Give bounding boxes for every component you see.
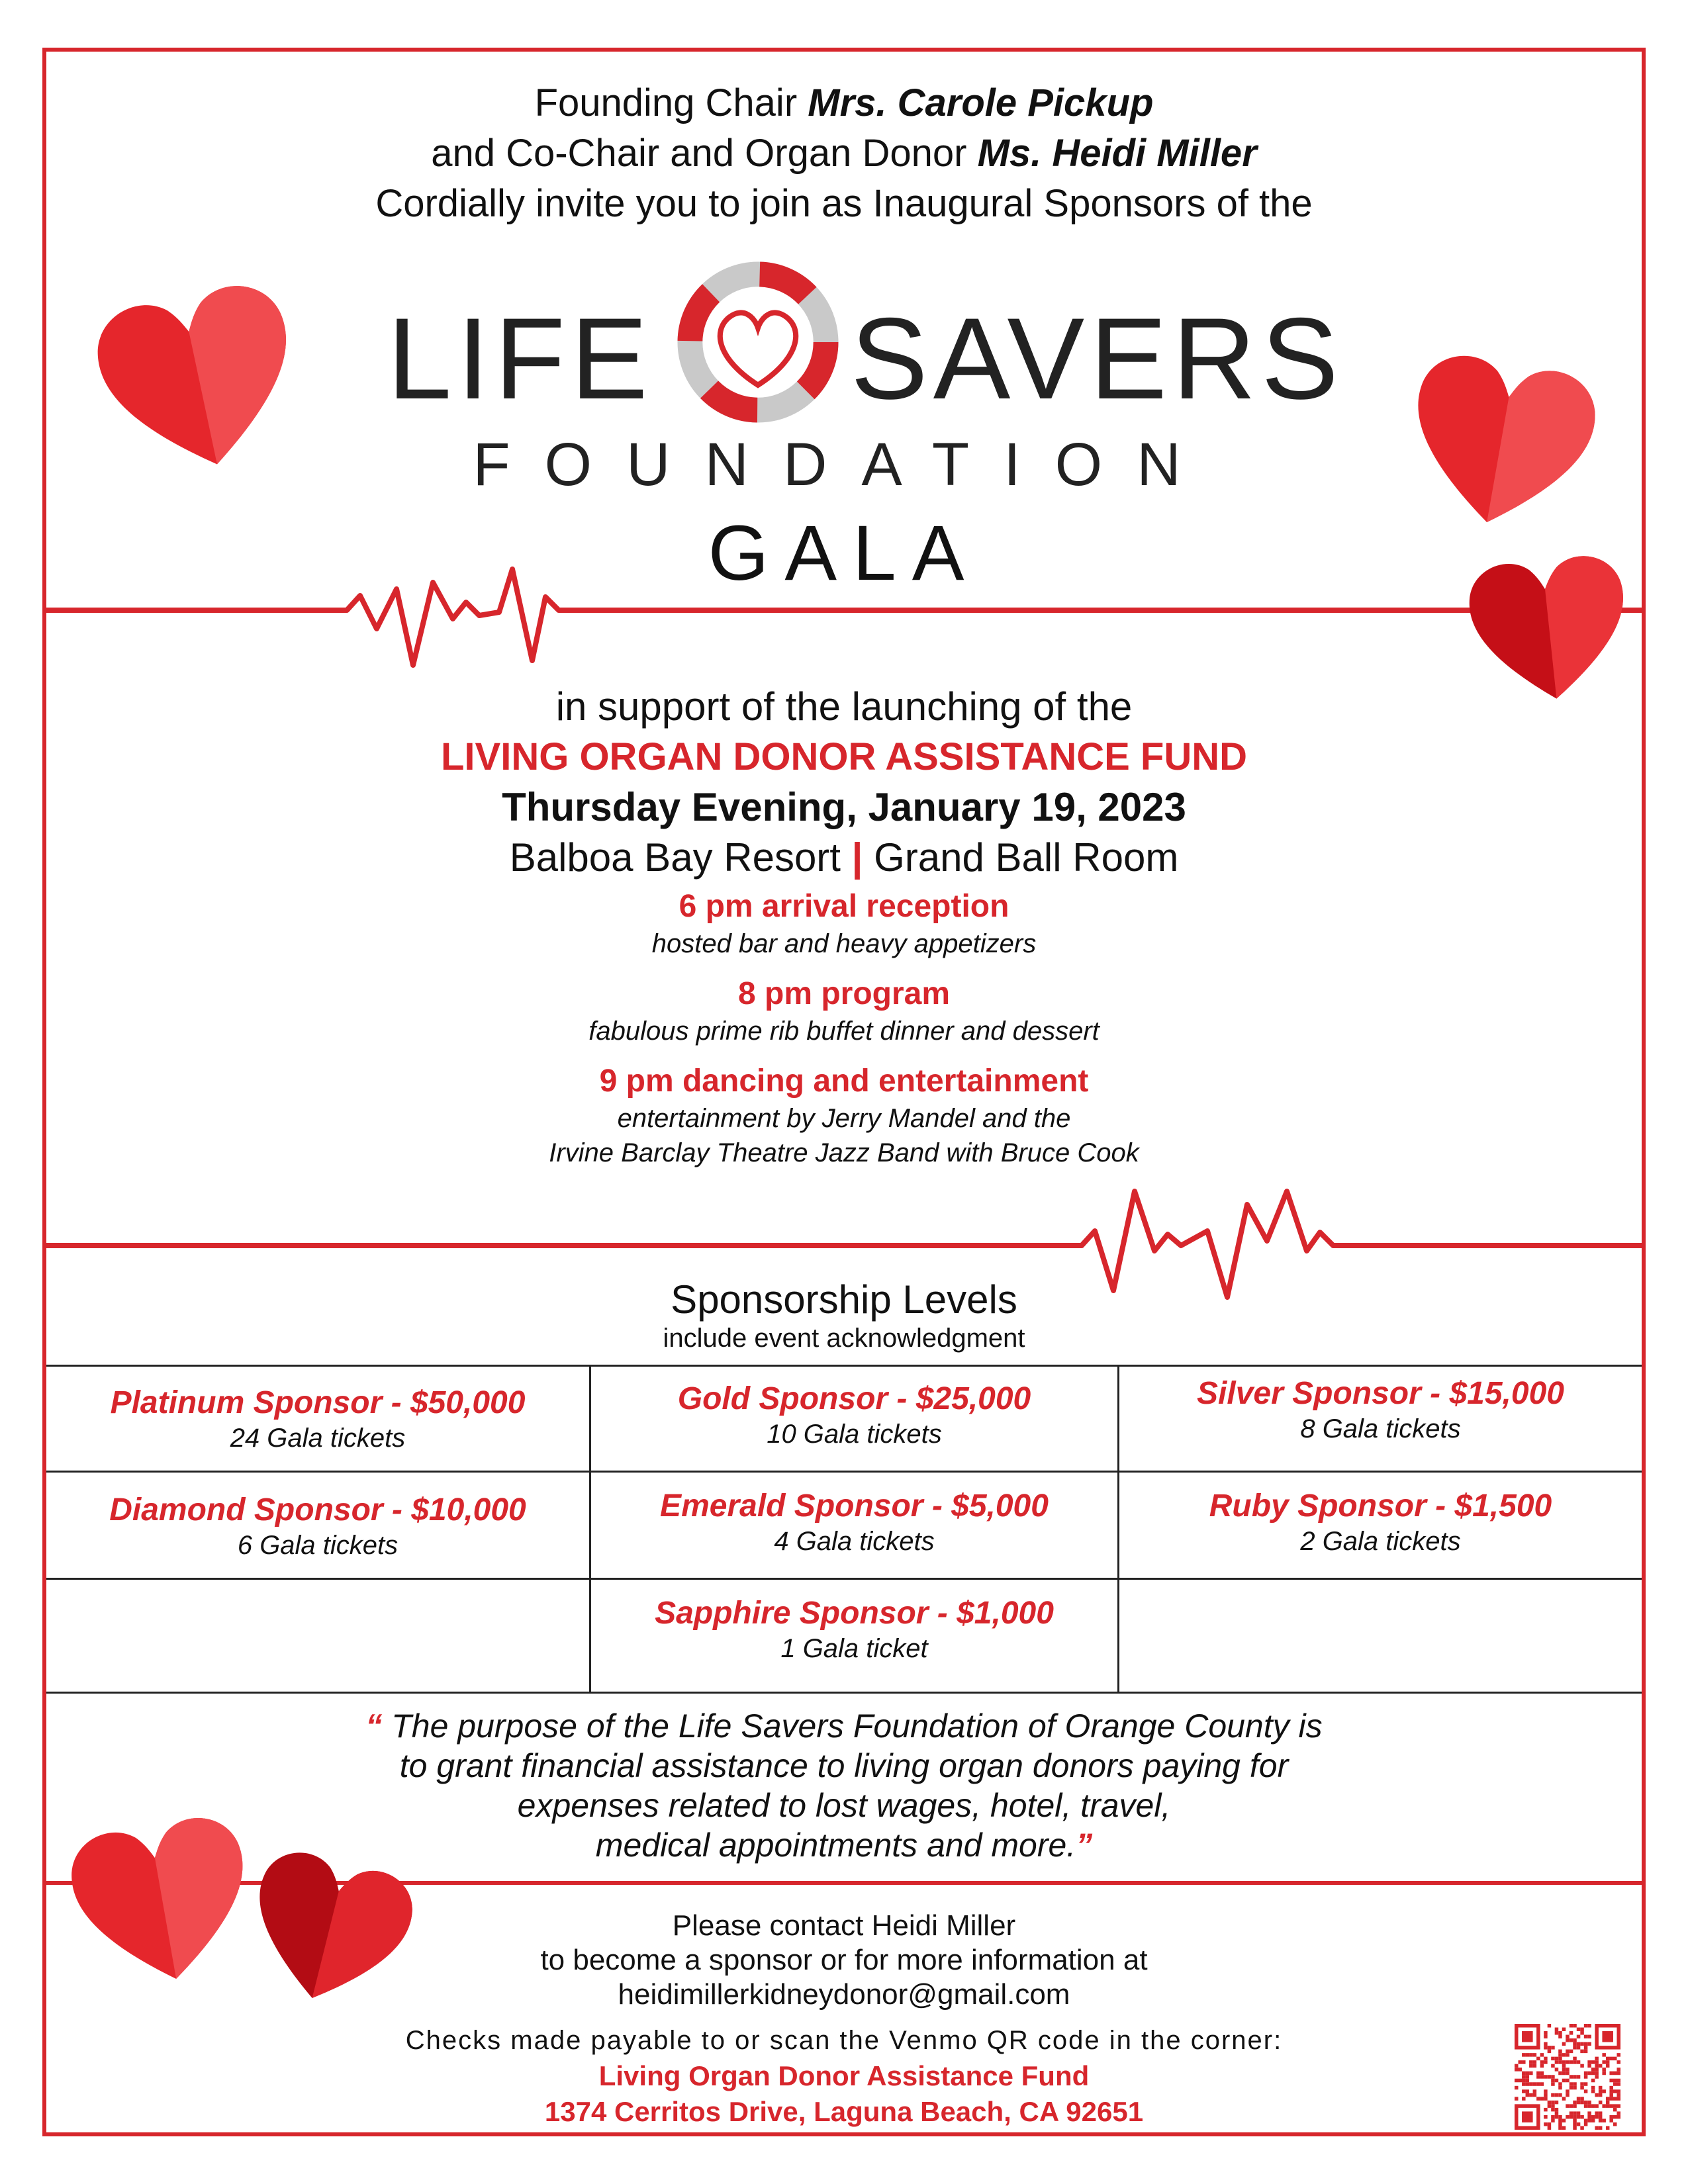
heart-icon — [1455, 535, 1644, 718]
schedule-item: 9 pm dancing and entertainment entertainment by Jerry Mandel and the Irvine Barclay Theatre Jazz Band with Bruce Cook — [549, 1064, 1139, 1167]
sponsor-level-sapphire: Sapphire Sponsor - $1,000 1 Gala ticket — [655, 1596, 1054, 1663]
sponsor-level-platinum: Platinum Sponsor - $50,000 24 Gala tickets — [110, 1385, 526, 1453]
logo-word-foundation: FOUNDATION — [473, 431, 1215, 498]
contact-block: Please contact Heidi Miller to become a sponsor or for more information at heidimillerkidneydonor@gmail.com — [42, 1909, 1646, 2012]
intro-line-1: Founding Chair Mrs. Carole Pickup — [534, 81, 1154, 124]
intro-line-3: Cordially invite you to join as Inaugural Sponsors of the — [375, 182, 1313, 225]
founding-chair-name: Mrs. Carole Pickup — [808, 81, 1154, 124]
table-rule — [46, 1692, 1642, 1694]
payee-name: Living Organ Donor Assistance Fund — [598, 2060, 1090, 2091]
sponsor-level-gold: Gold Sponsor - $25,000 10 Gala tickets — [677, 1381, 1031, 1449]
logo-word-savers: SAVERS — [851, 295, 1344, 424]
logo-word-gala: GALA — [708, 510, 980, 597]
sponsor-level-diamond: Diamond Sponsor - $10,000 6 Gala tickets — [109, 1492, 526, 1560]
contact-email[interactable]: heidimillerkidneydonor@gmail.com — [618, 1978, 1070, 2011]
table-rule — [46, 1471, 1642, 1473]
intro-line-2: and Co-Chair and Organ Donor Ms. Heidi Miller — [431, 132, 1257, 175]
schedule-item: 8 pm program fabulous prime rib buffet dinner and dessert — [588, 976, 1100, 1046]
support-line: in support of the launching of the — [555, 684, 1133, 729]
sponsorship-title: Sponsorship Levels — [671, 1277, 1017, 1322]
heart-icon — [1387, 328, 1616, 552]
schedule-item: 6 pm arrival reception hosted bar and heavy appetizers — [651, 889, 1037, 958]
logo-word-life: LIFE — [387, 295, 653, 424]
sponsor-level-silver: Silver Sponsor - $15,000 8 Gala tickets — [1197, 1376, 1564, 1443]
sponsorship-subtitle: include event acknowledgment — [663, 1324, 1025, 1353]
sponsor-level-ruby: Ruby Sponsor - $1,500 2 Gala tickets — [1209, 1488, 1552, 1556]
co-chair-name: Ms. Heidi Miller — [977, 132, 1257, 175]
venmo-qr-code-icon[interactable] — [1515, 2024, 1620, 2130]
table-rule — [46, 1578, 1642, 1580]
life-buoy-heart-icon — [669, 253, 847, 432]
mission-quote: “ The purpose of the Life Savers Foundation of Orange County is to grant financial assistance to living organ donors paying for expenses related to lost wages, hotel, travel, medical appointments and more.” — [365, 1707, 1323, 1864]
fund-name: LIVING ORGAN DONOR ASSISTANCE FUND — [440, 735, 1248, 778]
invitation-intro — [42, 78, 1646, 229]
heartbeat-line-icon — [42, 543, 1646, 675]
payee-address: 1374 Cerritos Drive, Laguna Beach, CA 92651 — [544, 2096, 1144, 2127]
event-date: Thursday Evening, January 19, 2023 — [502, 785, 1186, 829]
checks-instructions: Checks made payable to or scan the Venmo QR code in the corner: — [405, 2026, 1283, 2055]
sponsor-level-emerald: Emerald Sponsor - $5,000 4 Gala tickets — [660, 1488, 1049, 1556]
event-venue: Balboa Bay Resort | Grand Ball Room — [509, 835, 1179, 880]
table-rule — [46, 1365, 1642, 1367]
